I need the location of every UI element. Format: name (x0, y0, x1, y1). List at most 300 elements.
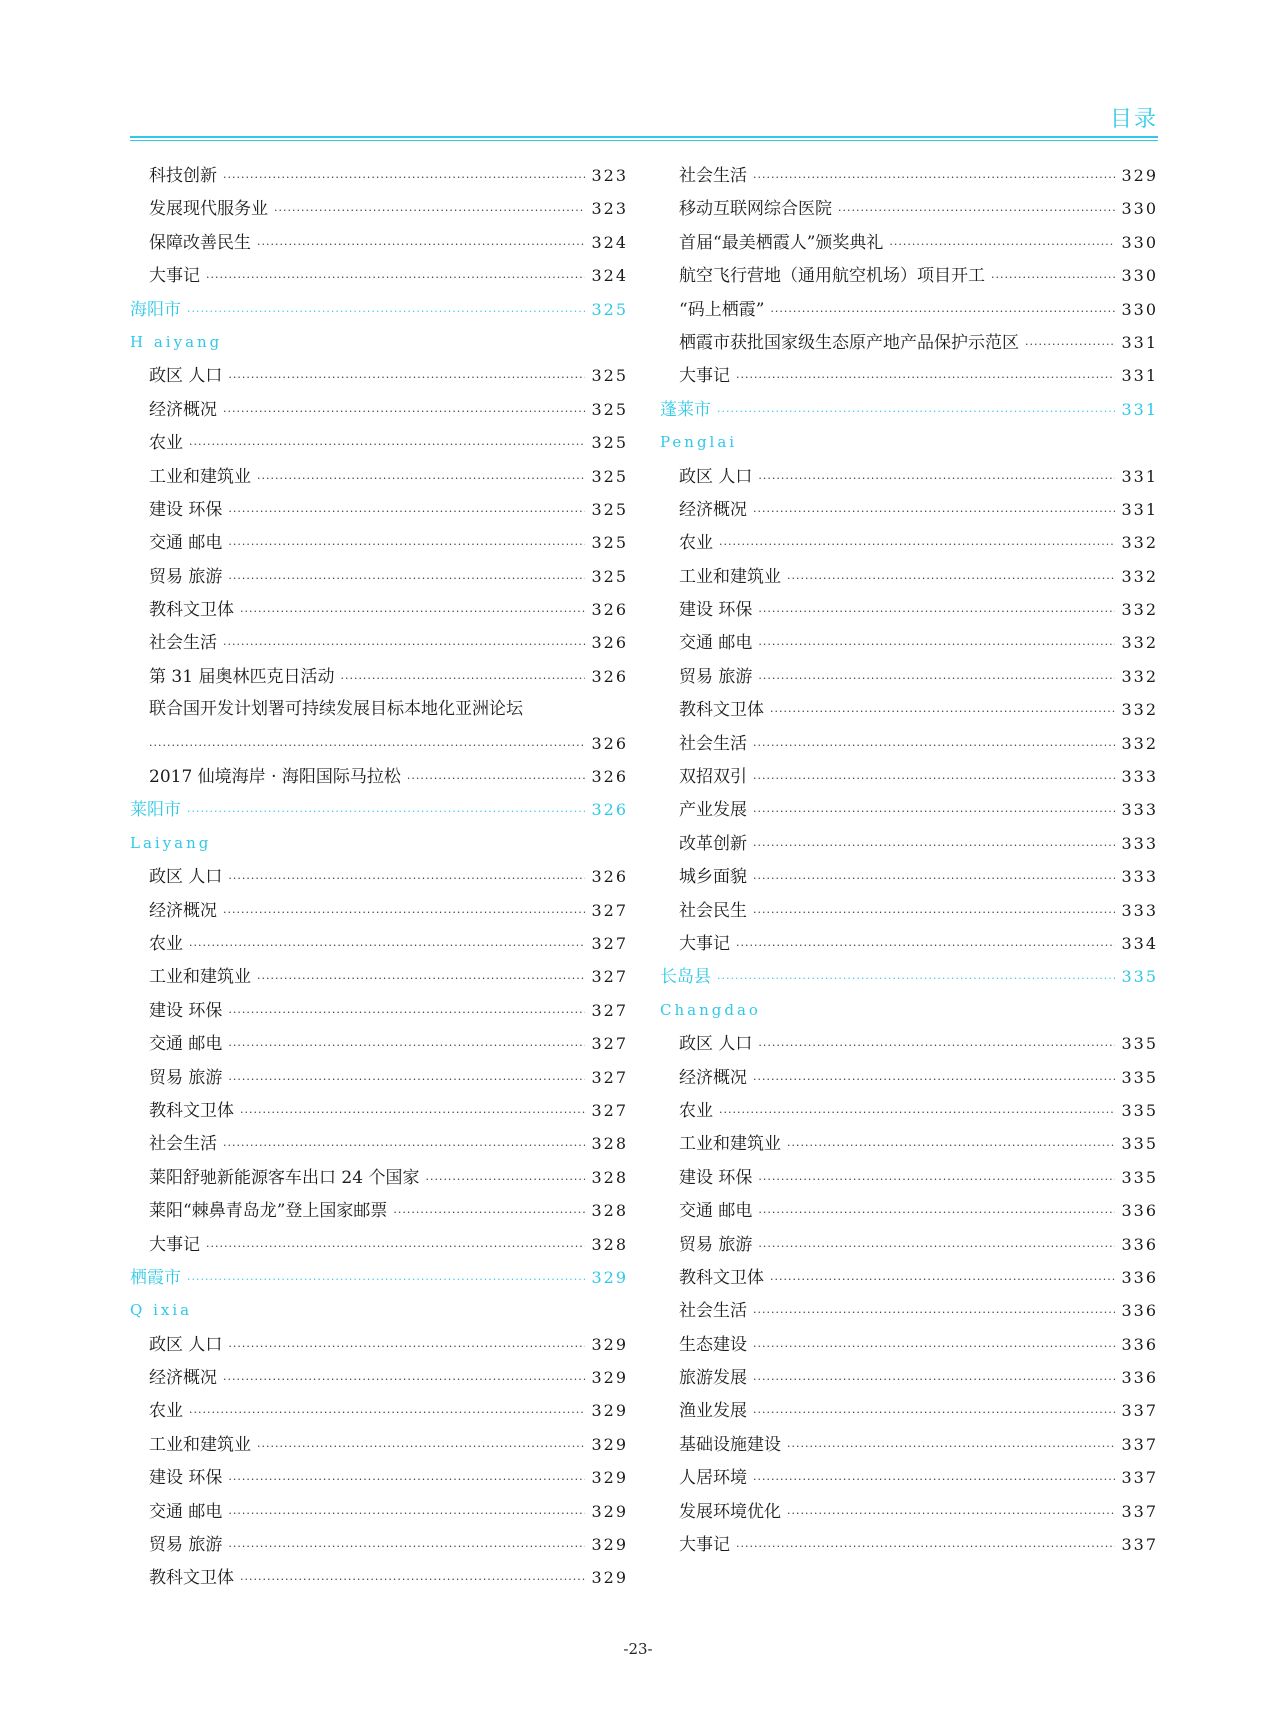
toc-entry-title: 旅游发展 (679, 1368, 747, 1389)
dot-leader (717, 962, 1115, 995)
toc-entry[interactable] (130, 1461, 628, 1494)
toc-entry[interactable] (130, 1194, 628, 1227)
toc-entry[interactable] (660, 560, 1158, 593)
toc-entry[interactable] (130, 192, 628, 225)
toc-entry-page-number: 325 (591, 366, 628, 386)
toc-section-entry[interactable] (130, 793, 628, 826)
toc-entry-title: 社会生活 (149, 633, 217, 654)
toc-entry-title: 农业 (149, 933, 183, 954)
toc-entry-page-number: 326 (591, 666, 628, 686)
toc-entry[interactable] (130, 927, 628, 960)
toc-entry-title: 农业 (679, 533, 713, 554)
toc-entry-page-number: 327 (591, 1034, 628, 1054)
toc-entry[interactable] (130, 1428, 628, 1461)
dot-leader (223, 628, 585, 661)
toc-entry-title: 经济概况 (679, 1067, 747, 1088)
dot-leader (719, 1096, 1115, 1129)
toc-entry-title: 贸易 旅游 (149, 1067, 223, 1088)
toc-entry-title: 工业和建筑业 (679, 566, 781, 587)
toc-entry-title: 教科文卫体 (149, 1568, 234, 1589)
dot-leader (838, 194, 1115, 227)
toc-entry-title: 社会民生 (679, 900, 747, 921)
toc-entry-title: 社会生活 (679, 166, 747, 186)
toc-entry[interactable] (660, 894, 1158, 927)
toc-entry-page-number: 331 (1121, 466, 1158, 486)
toc-entry[interactable] (130, 660, 628, 693)
toc-entry[interactable] (660, 1061, 1158, 1094)
toc-entry-page-number: 332 (1121, 700, 1158, 720)
toc-entry[interactable] (660, 259, 1158, 292)
toc-entry-page-number: 329 (591, 1401, 628, 1421)
toc-entry-page-number: 325 (591, 499, 628, 519)
toc-entry-page-number: 327 (591, 1067, 628, 1087)
toc-entry[interactable] (660, 1328, 1158, 1361)
toc-entry[interactable] (130, 1061, 628, 1094)
toc-entry[interactable] (130, 359, 628, 392)
toc-entry-page-number: 329 (591, 1501, 628, 1521)
toc-entry-title: 海阳市 (130, 299, 181, 320)
toc-entry-page-number: 327 (591, 967, 628, 987)
dot-leader (753, 1363, 1115, 1396)
dot-leader (189, 1396, 585, 1429)
toc-entry[interactable] (130, 1161, 628, 1194)
toc-entry[interactable] (660, 1394, 1158, 1427)
toc-entry-title: 政区 人口 (149, 867, 223, 888)
dot-leader (228, 996, 585, 1029)
toc-entry[interactable] (660, 1461, 1158, 1494)
toc-entry-title: Changdao (660, 1000, 761, 1019)
toc-entry-page-number: 335 (1121, 1134, 1158, 1154)
toc-entry-page-number: 332 (1121, 633, 1158, 653)
toc-entry-title: 工业和建筑业 (679, 1134, 781, 1155)
toc-entry-title: 交通 邮电 (149, 1501, 223, 1522)
toc-entry-title: 第 31 届奥林匹克日活动 (149, 666, 335, 687)
dot-leader (753, 1330, 1115, 1363)
toc-entry-title: 贸易 旅游 (149, 566, 223, 587)
toc-entry-page-number: 326 (591, 867, 628, 887)
toc-entry-title: 蓬莱市 (660, 399, 711, 420)
dot-leader (223, 896, 585, 929)
toc-entry[interactable] (660, 192, 1158, 225)
dot-leader (787, 1129, 1115, 1162)
toc-entry[interactable] (130, 1561, 628, 1594)
toc-entry[interactable] (130, 994, 628, 1027)
toc-entry-title: 建设 环保 (679, 600, 753, 621)
dot-leader (758, 1196, 1115, 1229)
toc-entry-page-number: 334 (1121, 933, 1158, 953)
toc-entry-page-number: 337 (1121, 1501, 1158, 1521)
toc-entry-page-number: 331 (1121, 499, 1158, 519)
toc-entry[interactable] (130, 626, 628, 659)
toc-section-entry[interactable] (130, 293, 628, 326)
toc-entry-page-number: 325 (591, 566, 628, 586)
dot-leader (228, 1463, 585, 1496)
toc-entry-page-number: 325 (591, 299, 628, 319)
toc-entry[interactable] (130, 894, 628, 927)
dot-leader (187, 295, 585, 328)
toc-entry-title: 发展环境优化 (679, 1501, 781, 1522)
toc-entry-page-number: 333 (1121, 900, 1158, 920)
dot-leader (758, 662, 1115, 695)
toc-section-romanization (130, 827, 628, 860)
dot-leader (787, 1430, 1115, 1463)
dot-leader (149, 729, 585, 762)
dot-leader (257, 462, 585, 495)
toc-entry[interactable] (130, 159, 628, 192)
toc-entry-page-number: 323 (591, 199, 628, 219)
toc-entry-page-number: 330 (1121, 299, 1158, 319)
dot-leader (340, 662, 585, 695)
dot-leader (753, 1063, 1115, 1096)
toc-entry-page-number: 337 (1121, 1535, 1158, 1555)
toc-entry[interactable] (660, 359, 1158, 392)
toc-entry-page-number: 336 (1121, 1368, 1158, 1388)
toc-entry[interactable] (660, 693, 1158, 726)
toc-entry-title: 栖霞市 (130, 1267, 181, 1288)
toc-entry-page-number: 336 (1121, 1201, 1158, 1221)
dot-leader (717, 395, 1115, 428)
toc-entry-title: 莱阳舒驰新能源客车出口 24 个国家 (149, 1167, 420, 1188)
toc-entry[interactable] (660, 827, 1158, 860)
toc-entry-page-number: 332 (1121, 666, 1158, 686)
toc-entry[interactable] (130, 1528, 628, 1561)
toc-entry-title: 发展现代服务业 (149, 199, 268, 220)
toc-entry-title: “码上栖霞” (679, 299, 765, 320)
toc-entry-title: 教科文卫体 (149, 600, 234, 621)
toc-entry-title: 大事记 (149, 1234, 200, 1255)
toc-entry-page-number: 326 (591, 767, 628, 787)
toc-entry[interactable] (660, 1127, 1158, 1160)
toc-entry[interactable] (130, 560, 628, 593)
toc-entry-page-number: 325 (591, 533, 628, 553)
dot-leader (228, 1029, 585, 1062)
toc-entry-title: H aiyang (130, 332, 223, 351)
toc-entry[interactable] (660, 226, 1158, 259)
toc-entry[interactable] (660, 1161, 1158, 1194)
toc-entry-title: 贸易 旅游 (149, 1535, 223, 1556)
toc-entry[interactable] (130, 1127, 628, 1160)
toc-entry-title: 大事记 (679, 1535, 730, 1556)
toc-entry[interactable] (130, 426, 628, 459)
toc-entry-page-number: 335 (1121, 1067, 1158, 1087)
toc-entry[interactable] (130, 760, 628, 793)
toc-entry[interactable] (660, 727, 1158, 760)
dot-leader (753, 495, 1115, 528)
toc-entry[interactable] (660, 760, 1158, 793)
dot-leader (753, 1296, 1115, 1329)
dot-leader (753, 795, 1115, 828)
toc-entry-title: 经济概况 (149, 1368, 217, 1389)
dot-leader (228, 495, 585, 528)
toc-entry-page-number: 336 (1121, 1234, 1158, 1254)
dot-leader (274, 194, 585, 227)
toc-entry-title: 经济概况 (149, 900, 217, 921)
toc-entry-title: 交通 邮电 (679, 1201, 753, 1222)
dot-leader (240, 595, 585, 628)
toc-entry[interactable] (660, 1495, 1158, 1528)
toc-entry[interactable] (130, 1027, 628, 1060)
toc-entry-title: 工业和建筑业 (149, 1434, 251, 1455)
toc-entry-page-number: 333 (1121, 867, 1158, 887)
toc-entry-title: 政区 人口 (679, 466, 753, 487)
toc-entry-title: 经济概况 (149, 399, 217, 420)
toc-entry[interactable] (130, 259, 628, 292)
toc-entry[interactable] (660, 860, 1158, 893)
dot-leader (257, 1430, 585, 1463)
toc-entry-page-number: 333 (1121, 800, 1158, 820)
toc-entry-title-line (130, 693, 628, 726)
toc-entry-page-number: 327 (591, 900, 628, 920)
dot-leader (240, 1563, 585, 1596)
dot-leader (257, 228, 585, 261)
toc-entry-page-number: 326 (591, 800, 628, 820)
toc-entry-page-number: 335 (1121, 1034, 1158, 1054)
toc-entry[interactable] (660, 1027, 1158, 1060)
toc-entry-title: 社会生活 (149, 1134, 217, 1155)
toc-entry-title: Q ixia (130, 1301, 193, 1320)
toc-entry-title: Penglai (660, 433, 738, 452)
toc-entry[interactable] (130, 226, 628, 259)
toc-entry-page-number: 330 (1121, 199, 1158, 219)
toc-section-romanization (130, 1294, 628, 1327)
dot-leader (187, 795, 585, 828)
dot-leader (187, 1263, 585, 1296)
toc-entry-title: 农业 (679, 1100, 713, 1121)
dot-leader (189, 929, 585, 962)
toc-entry-title: 首届“最美栖霞人”颁奖典礼 (679, 232, 884, 253)
toc-section-entry[interactable] (130, 1261, 628, 1294)
toc-entry-page-number: 329 (1121, 166, 1158, 185)
toc-entry[interactable] (660, 626, 1158, 659)
toc-entry-title: 科技创新 (149, 166, 217, 186)
toc-entry-page-number: 329 (591, 1468, 628, 1488)
toc-entry-title: 农业 (149, 1401, 183, 1422)
toc-entry-title: Laiyang (130, 833, 212, 852)
toc-entry[interactable] (660, 1194, 1158, 1227)
toc-entry[interactable] (130, 460, 628, 493)
dot-leader (1025, 328, 1115, 361)
toc-column-right (660, 159, 1158, 1561)
toc-entry-page-number: 329 (591, 1568, 628, 1588)
toc-entry-title: 交通 邮电 (679, 633, 753, 654)
toc-entry[interactable] (660, 927, 1158, 960)
toc-entry-page-number: 331 (1121, 332, 1158, 352)
dot-leader (228, 862, 585, 895)
toc-entry[interactable] (660, 326, 1158, 359)
toc-entry[interactable] (130, 393, 628, 426)
toc-entry-title: 建设 环保 (149, 499, 223, 520)
header-rule (130, 136, 1158, 141)
dot-leader (228, 1497, 585, 1530)
toc-section-entry[interactable] (660, 393, 1158, 426)
toc-entry-page-number: 329 (591, 1334, 628, 1354)
dot-leader (758, 462, 1115, 495)
toc-entry-title: 产业发展 (679, 800, 747, 821)
dot-leader (753, 762, 1115, 795)
toc-section-romanization (130, 326, 628, 359)
toc-entry-page-number: 325 (591, 399, 628, 419)
dot-leader (770, 695, 1115, 728)
toc-entry[interactable] (130, 1094, 628, 1127)
dot-leader (223, 1363, 585, 1396)
toc-column-left (130, 159, 628, 1595)
toc-entry[interactable] (660, 159, 1158, 192)
dot-leader (736, 929, 1115, 962)
dot-leader (753, 161, 1115, 194)
toc-entry-page-number: 337 (1121, 1401, 1158, 1421)
dot-leader (758, 1230, 1115, 1263)
toc-entry-page-number: 327 (591, 1000, 628, 1020)
toc-entry-title: 大事记 (679, 366, 730, 387)
dot-leader (223, 395, 585, 428)
toc-entry-page-number: 327 (591, 1100, 628, 1120)
dot-leader (257, 962, 585, 995)
toc-section-romanization (660, 426, 1158, 459)
toc-entry[interactable] (130, 1495, 628, 1528)
toc-entry-page-number: 332 (1121, 566, 1158, 586)
dot-leader (223, 1129, 585, 1162)
dot-leader (753, 862, 1115, 895)
dot-leader (889, 228, 1115, 261)
dot-leader (753, 829, 1115, 862)
toc-entry[interactable] (130, 1328, 628, 1361)
toc-entry[interactable] (130, 526, 628, 559)
toc-entry-title: 教科文卫体 (149, 1100, 234, 1121)
toc-entry[interactable] (660, 1361, 1158, 1394)
dot-leader (719, 528, 1115, 561)
toc-entry-title: 建设 环保 (149, 1468, 223, 1489)
dot-leader (228, 361, 585, 394)
dot-leader (189, 428, 585, 461)
dot-leader (758, 595, 1115, 628)
toc-entry-page-number: 324 (591, 232, 628, 252)
dot-leader (736, 1530, 1115, 1563)
dot-leader (753, 729, 1115, 762)
toc-entry-page-number: 327 (591, 933, 628, 953)
toc-entry[interactable] (660, 460, 1158, 493)
toc-entry[interactable] (660, 493, 1158, 526)
toc-entry-title: 建设 环保 (149, 1000, 223, 1021)
toc-entry[interactable] (660, 660, 1158, 693)
dot-leader (736, 361, 1115, 394)
toc-entry[interactable] (660, 526, 1158, 559)
toc-entry[interactable] (660, 793, 1158, 826)
toc-entry[interactable] (660, 1428, 1158, 1461)
toc-entry-page-number: 331 (1121, 399, 1158, 419)
toc-entry[interactable] (130, 593, 628, 626)
toc-entry-title: 交通 邮电 (149, 533, 223, 554)
toc-entry[interactable] (660, 1294, 1158, 1327)
toc-entry-page-number: 328 (591, 1134, 628, 1154)
toc-entry-page-number: 330 (1121, 266, 1158, 286)
toc-entry[interactable] (660, 593, 1158, 626)
toc-entry-continuation[interactable] (130, 727, 628, 760)
toc-entry[interactable] (130, 493, 628, 526)
toc-entry-page-number: 329 (591, 1434, 628, 1454)
toc-entry-title: 莱阳市 (130, 800, 181, 821)
toc-entry-page-number: 332 (1121, 733, 1158, 753)
dot-leader (206, 1230, 585, 1263)
toc-entry[interactable] (660, 1094, 1158, 1127)
section-header-title: 目录 (1109, 107, 1158, 132)
toc-entry-title: 栖霞市获批国家级生态原产地产品保护示范区 (679, 332, 1019, 353)
toc-entry-title: 基础设施建设 (679, 1434, 781, 1455)
dot-leader (758, 1029, 1115, 1062)
toc-entry-title: 航空飞行营地（通用航空机场）项目开工 (679, 266, 985, 287)
toc-entry-page-number: 332 (1121, 533, 1158, 553)
toc-entry[interactable] (660, 1261, 1158, 1294)
dot-leader (228, 1063, 585, 1096)
toc-entry-page-number: 324 (591, 266, 628, 286)
toc-entry-page-number: 335 (1121, 1100, 1158, 1120)
dot-leader (758, 1163, 1115, 1196)
toc-entry-title: 教科文卫体 (679, 1267, 764, 1288)
toc-entry-page-number: 329 (591, 1267, 628, 1287)
toc-entry-title: 社会生活 (679, 733, 747, 754)
dot-leader (223, 161, 585, 194)
dot-leader (753, 1396, 1115, 1429)
dot-leader (228, 528, 585, 561)
toc-entry[interactable] (130, 960, 628, 993)
toc-entry[interactable] (130, 1394, 628, 1427)
toc-entry-page-number: 337 (1121, 1468, 1158, 1488)
dot-leader (753, 1463, 1115, 1496)
toc-section-entry[interactable] (660, 960, 1158, 993)
toc-entry[interactable] (660, 293, 1158, 326)
toc-entry-page-number: 335 (1121, 967, 1158, 987)
toc-entry[interactable] (130, 860, 628, 893)
toc-entry-page-number: 328 (591, 1234, 628, 1254)
toc-entry-page-number: 330 (1121, 232, 1158, 252)
toc-entry-title: 交通 邮电 (149, 1034, 223, 1055)
dot-leader (753, 896, 1115, 929)
toc-entry-title: 政区 人口 (679, 1034, 753, 1055)
toc-entry-page-number: 325 (591, 433, 628, 453)
toc-entry-page-number: 337 (1121, 1434, 1158, 1454)
toc-entry[interactable] (130, 1228, 628, 1261)
toc-entry-title: 教科文卫体 (679, 700, 764, 721)
toc-entry-page-number: 336 (1121, 1334, 1158, 1354)
toc-entry-title: 2017 仙境海岸 · 海阳国际马拉松 (149, 767, 401, 788)
dot-leader (206, 261, 585, 294)
toc-entry-title: 贸易 旅游 (679, 1234, 753, 1255)
toc-entry-title: 社会生活 (679, 1301, 747, 1322)
page-number: -23- (623, 1640, 653, 1658)
dot-leader (770, 295, 1115, 328)
toc-entry-page-number: 329 (591, 1368, 628, 1388)
toc-entry[interactable] (130, 1361, 628, 1394)
toc-entry-title: 移动互联网综合医院 (679, 199, 832, 220)
toc-entry-page-number: 326 (591, 733, 628, 753)
toc-entry[interactable] (660, 1528, 1158, 1561)
toc-entry-title: 农业 (149, 433, 183, 454)
toc-entry[interactable] (660, 1228, 1158, 1261)
toc-entry-page-number: 333 (1121, 767, 1158, 787)
toc-entry-title: 工业和建筑业 (149, 466, 251, 487)
dot-leader (240, 1096, 585, 1129)
toc-entry-title: 保障改善民生 (149, 232, 251, 253)
toc-entry-page-number: 323 (591, 166, 628, 185)
toc-entry-page-number: 333 (1121, 833, 1158, 853)
toc-entry-title: 大事记 (149, 266, 200, 287)
toc-entry-page-number: 332 (1121, 600, 1158, 620)
toc-entry-title: 改革创新 (679, 833, 747, 854)
toc-entry-title: 长岛县 (660, 967, 711, 988)
dot-leader (407, 762, 586, 795)
dot-leader (228, 1330, 585, 1363)
dot-leader (991, 261, 1115, 294)
toc-entry-page-number: 328 (591, 1201, 628, 1221)
